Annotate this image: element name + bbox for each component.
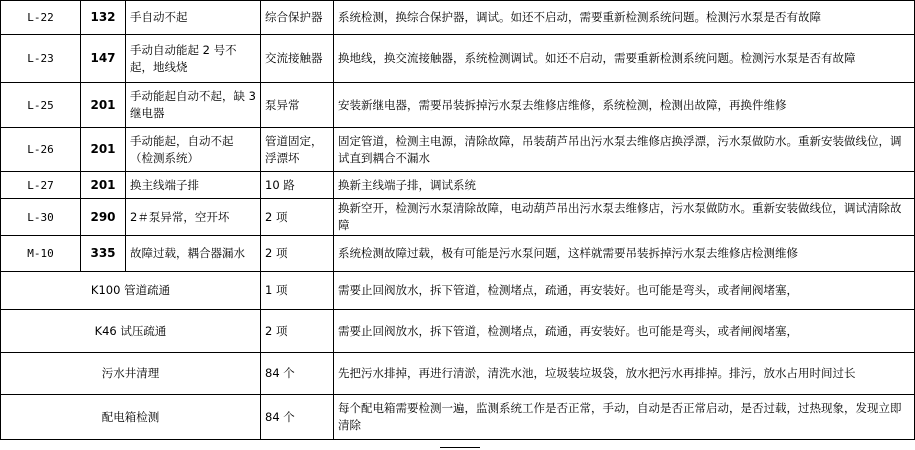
table-row bbox=[1, 353, 915, 395]
fault-cause: 综合保护器 bbox=[261, 1, 334, 35]
table-row bbox=[1, 199, 915, 236]
task-count: 2 项 bbox=[261, 310, 334, 353]
repair-action: 每个配电箱需要检测一遍，监测系统工作是否正常，手动，自动是否正常启动，是否过载，过热现象，发现立即清除 bbox=[334, 395, 915, 440]
table-row bbox=[1, 128, 915, 172]
pump-id: L-25 bbox=[1, 83, 81, 128]
table-row bbox=[1, 172, 915, 199]
task-label: K100 管道疏通 bbox=[1, 272, 261, 310]
task-count: 84 个 bbox=[261, 395, 334, 440]
station-number: 147 bbox=[81, 35, 126, 83]
station-number: 335 bbox=[81, 236, 126, 272]
task-label: 配电箱检测 bbox=[1, 395, 261, 440]
fault-cause: 泵异常 bbox=[261, 83, 334, 128]
fault-cause: 管道固定，浮漂坏 bbox=[261, 128, 334, 172]
pump-id: L-26 bbox=[1, 128, 81, 172]
table-row bbox=[1, 395, 915, 440]
task-label: K46 试压疏通 bbox=[1, 310, 261, 353]
fault-cause: 交流接触器 bbox=[261, 35, 334, 83]
fault-cause: 2 项 bbox=[261, 236, 334, 272]
repair-action: 系统检测，换综合保护器，调试。如还不启动，需要重新检测系统问题。检测污水泵是否有故障 bbox=[334, 1, 915, 35]
fault-description: 手动自动能起 2 号不起，地线烧 bbox=[126, 35, 261, 83]
pump-id: L-22 bbox=[1, 1, 81, 35]
fault-description: 手自动不起 bbox=[126, 1, 261, 35]
pump-id: M-10 bbox=[1, 236, 81, 272]
repair-action: 先把污水排掉，再进行清淤，清洗水池，垃圾装垃圾袋，放水把污水再排掉。排污，放水占用时间过长 bbox=[334, 353, 915, 395]
station-number: 201 bbox=[81, 172, 126, 199]
repair-action: 系统检测故障过载，极有可能是污水泵问题，这样就需要吊装拆掉污水泵去维修店检测维修 bbox=[334, 236, 915, 272]
task-count: 84 个 bbox=[261, 353, 334, 395]
fault-cause: 2 项 bbox=[261, 199, 334, 236]
station-number: 201 bbox=[81, 128, 126, 172]
pump-id: L-23 bbox=[1, 35, 81, 83]
repair-action: 换地线，换交流接触器，系统检测调试。如还不启动，需要重新检测系统问题。检测污水泵是否有故障 bbox=[334, 35, 915, 83]
pump-id: L-30 bbox=[1, 199, 81, 236]
repair-action: 换新主线端子排，调试系统 bbox=[334, 172, 915, 199]
fault-cause: 10 路 bbox=[261, 172, 334, 199]
table-row bbox=[1, 236, 915, 272]
fault-description: 手动能起自动不起，缺 3 继电器 bbox=[126, 83, 261, 128]
repair-action: 固定管道，检测主电源，清除故障，吊装葫芦吊出污水泵去维修店换浮漂，污水泵做防水。重新安装做线位，调试直到耦合不漏水 bbox=[334, 128, 915, 172]
repair-action: 需要止回阀放水，拆下管道，检测堵点，疏通，再安装好。也可能是弯头，或者闸阀堵塞， bbox=[334, 272, 915, 310]
task-count: 1 项 bbox=[261, 272, 334, 310]
table-row bbox=[1, 35, 915, 83]
table-row bbox=[1, 272, 915, 310]
repair-action: 需要止回阀放水，拆下管道，检测堵点，疏通，再安装好。也可能是弯头，或者闸阀堵塞， bbox=[334, 310, 915, 353]
station-number: 290 bbox=[81, 199, 126, 236]
fault-description: 手动能起，自动不起（检测系统） bbox=[126, 128, 261, 172]
station-number: 132 bbox=[81, 1, 126, 35]
fault-description: 故障过载，耦合器漏水 bbox=[126, 236, 261, 272]
repair-action: 安装新继电器，需要吊装拆掉污水泵去维修店维修，系统检测，检测出故障，再换件维修 bbox=[334, 83, 915, 128]
repair-action: 换新空开，检测污水泵清除故障，电动葫芦吊出污水泵去维修店，污水泵做防水。重新安装做线位，调试清除故障 bbox=[334, 199, 915, 236]
fault-description: 2＃泵异常，空开坏 bbox=[126, 199, 261, 236]
table-row bbox=[1, 1, 915, 35]
table-row bbox=[1, 310, 915, 353]
fault-description: 换主线端子排 bbox=[126, 172, 261, 199]
pump-id: L-27 bbox=[1, 172, 81, 199]
task-label: 污水井清理 bbox=[1, 353, 261, 395]
station-number: 201 bbox=[81, 83, 126, 128]
table-row bbox=[1, 83, 915, 128]
